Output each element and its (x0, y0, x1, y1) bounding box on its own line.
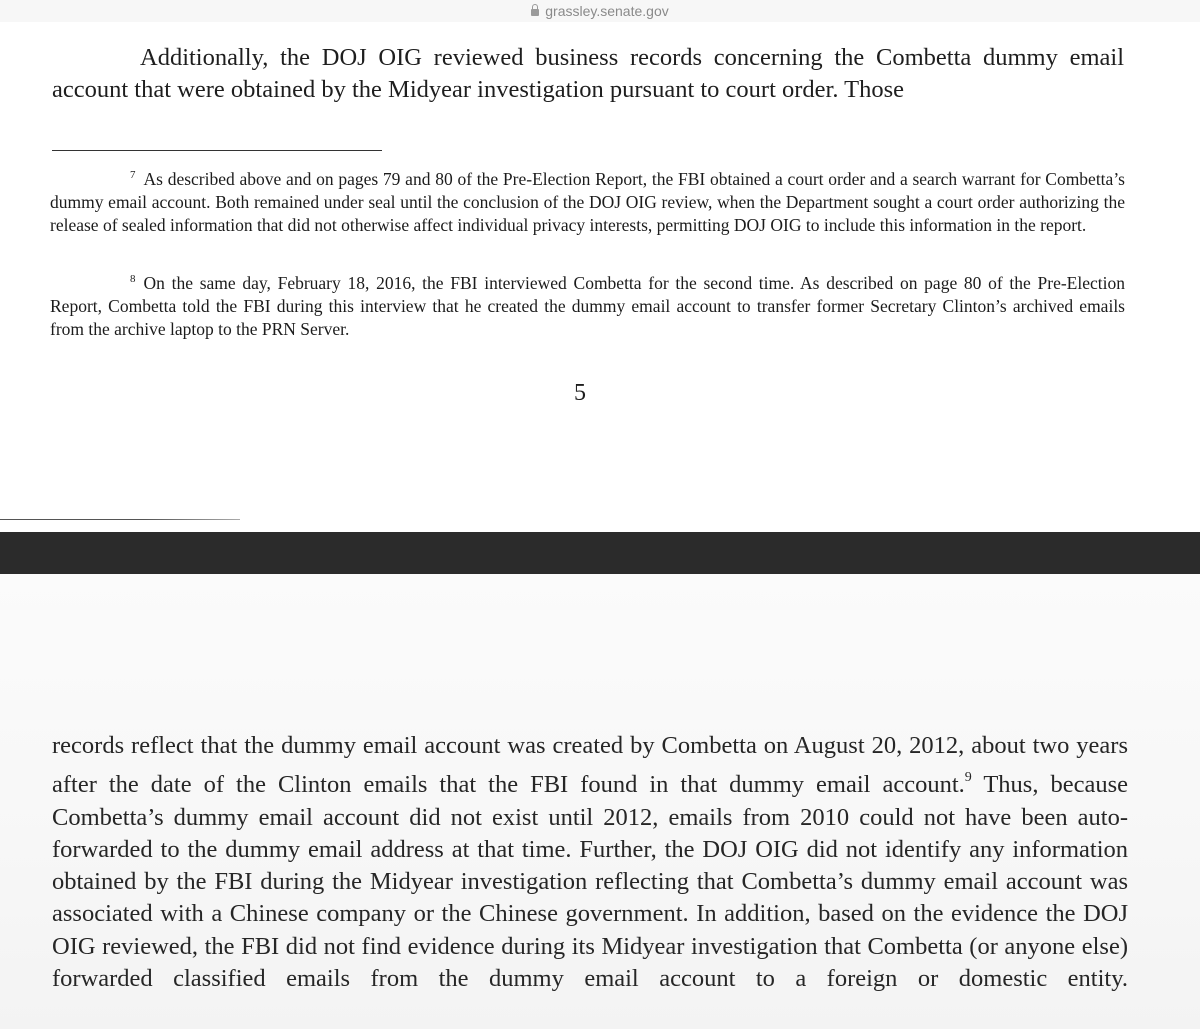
url-text: grassley.senate.gov (545, 3, 669, 19)
body-paragraph: Additionally, the DOJ OIG reviewed business records concerning the Combetta dummy email account that were obtained by the Midyear investigation pursuant to court order. Those (52, 44, 1124, 103)
footnote-ref: 9 (964, 770, 972, 786)
page-separator (0, 532, 1200, 574)
page-number: 5 (574, 380, 586, 406)
lock-icon (531, 9, 539, 16)
footnote-number: 8 (130, 273, 136, 285)
footnote-7: $^7$ As described above and on pages 79 and 80 of the Pre-Election Report, the FBI obtained a court order and a search warrant for Combetta’s dummy email account. Both remained under seal until the conclusion of the DOJ OIG review, when the Department sought a court order authorizing the release of sealed information that did not otherwise affect individual privacy interests, permitting DOJ OIG to include this information in the report. (50, 169, 1125, 235)
footnote-divider (52, 150, 382, 151)
scan-edge-line (0, 519, 240, 520)
document-page-bottom (0, 574, 1200, 1029)
address-bar[interactable] (0, 0, 1200, 23)
footnote-8: $^8$ On the same day, February 18, 2016, the FBI interviewed Combetta for the second time. As described on page 80 of the Pre-Election Report, Combetta told the FBI during this interview that he created the dummy email account to transfer former Secretary Clinton’s archived emails from the archive laptop to the PRN Server. (50, 273, 1125, 339)
footnote-number: 7 (130, 169, 136, 181)
continued-paragraph: records reflect that the dummy email account was created by Combetta on August 20, 2012, about two years after the date of the Clinton emails that the FBI found in that dummy email account.$^9$ Thus, because Combetta’s dummy email account did not exist until 2012, emails from 2010 could not have been auto-forwarded to the dummy email address at that time. Further, the DOJ OIG did not identify any information obtained by the FBI during the Midyear investigation reflecting that Combetta’s dummy email account was associated with a Chinese company or the Chinese government. In addition, based on the evidence the DOJ OIG reviewed, the FBI did not find evidence during its Midyear investigation that Combetta (or anyone else) forwarded classified emails from the dummy email account to a foreign or domestic entity. (52, 732, 1128, 993)
document-page-top (0, 22, 1200, 532)
